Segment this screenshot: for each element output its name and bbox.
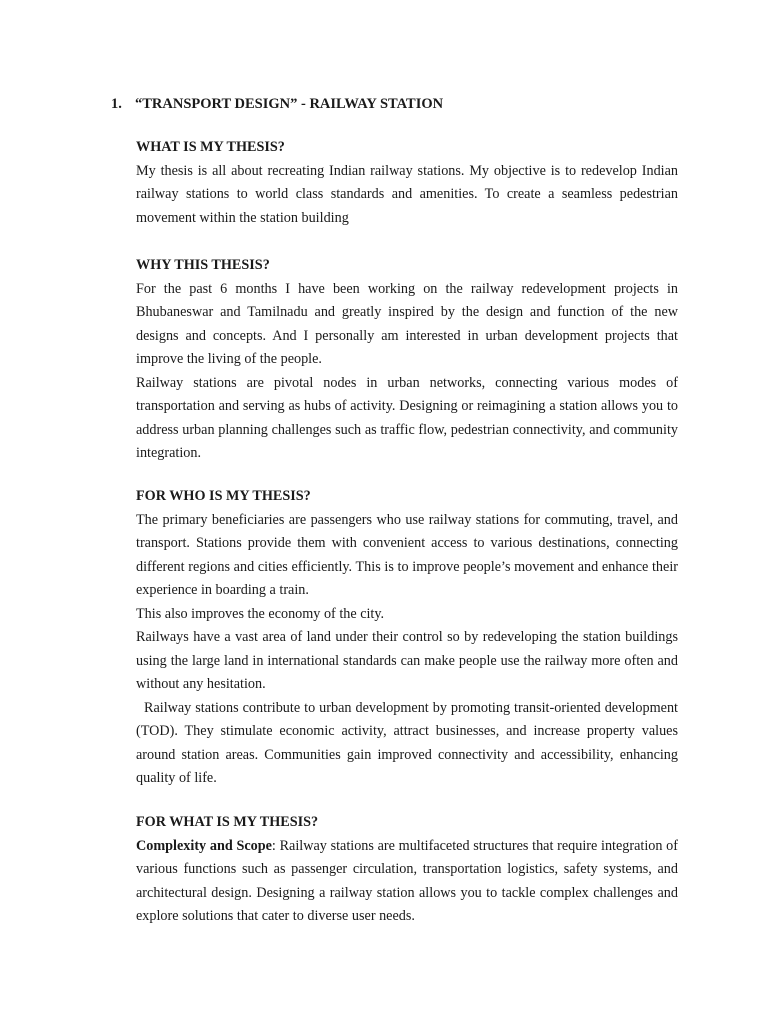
section-what-is-my-thesis (136, 136, 678, 230)
document-title (111, 93, 443, 115)
paragraph-lead-bold: Complexity and Scope (136, 837, 272, 854)
paragraph: The primary beneficiaries are passengers who use railway stations for commuting, travel, and transport. Stations provide them with convenient access to various destinations, connecting different regions and cities efficiently. This is to improve people’s movement and enhance their experience in boarding a train. (136, 511, 678, 598)
section-for-what-is-my-thesis (136, 811, 678, 929)
paragraph: This also improves the economy of the city. (136, 605, 385, 622)
paragraph-lead-rest: : Railway stations are multifaceted structures that require integration of various functions such as passenger circulation, transportation logistics, safety systems, and architectural design. Designing a railway station allows you to tackle complex challenges and explore solutions that cater to diverse user needs. (136, 837, 679, 924)
section-heading: WHAT IS MY THESIS? (136, 139, 285, 155)
section-heading: FOR WHAT IS MY THESIS? (136, 814, 319, 830)
paragraph: For the past 6 months I have been working on the railway redevelopment projects in Bhubaneswar and Tamilnadu and greatly inspired by the design and function of the new designs and concepts. And I personally am interested in urban development projects that improve the living of the people. (136, 280, 678, 367)
paragraph: My thesis is all about recreating Indian railway stations. My objective is to redevelop Indian railway stations to world class standards and amenities. To create a seamless pedestrian movement within the station building (136, 162, 678, 226)
paragraph (136, 835, 678, 929)
section-for-who-is-my-thesis (136, 485, 678, 791)
section-heading: FOR WHO IS MY THESIS? (136, 488, 311, 504)
section-why-this-thesis (136, 254, 678, 466)
title-text: “TRANSPORT DESIGN” - RAILWAY STATION (135, 96, 444, 112)
paragraph: Railways have a vast area of land under their control so by redeveloping the station buildings using the large land in international standards can make people use the railway more often and without any hesitation. (136, 629, 678, 692)
paragraph: Railway stations contribute to urban development by promoting transit-oriented development (TOD). They stimulate economic activity, attract businesses, and increase property values around station areas. Communities gain improved connectivity and accessibility, enhancing quality of life. (136, 699, 678, 786)
paragraph: Railway stations are pivotal nodes in urban networks, connecting various modes of transportation and serving as hubs of activity. Designing or reimagining a station allows you to address urban planning challenges such as traffic flow, pedestrian connectivity, and community integration. (136, 374, 678, 461)
title-number: 1. (111, 96, 122, 112)
section-heading: WHY THIS THESIS? (136, 257, 270, 273)
